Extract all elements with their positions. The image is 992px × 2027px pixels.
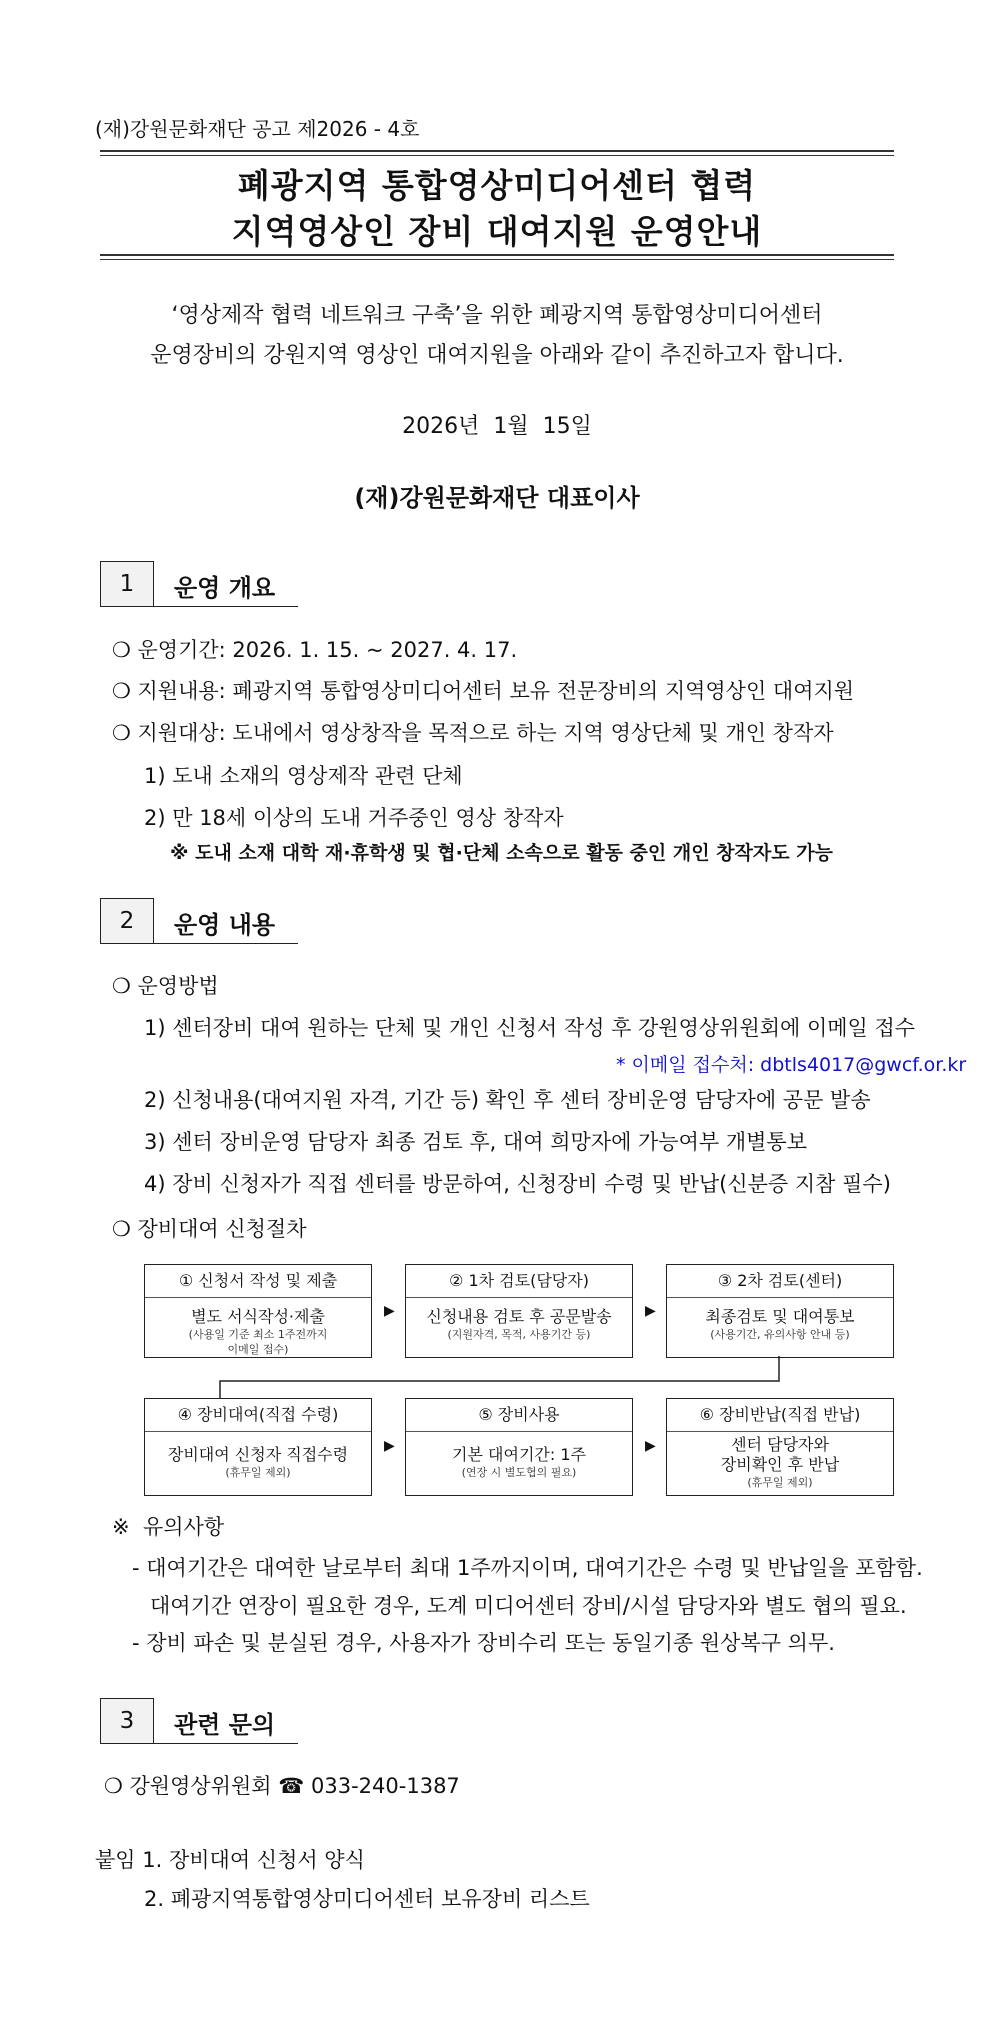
flow-step-5 [405,1398,633,1496]
method-3: 3) 센터 장비운영 담당자 최종 검토 후, 대여 희망자에 가능여부 개별통보 [144,1130,807,1154]
section3-title: 관련 문의 [174,1711,276,1739]
contact-item [104,1770,460,1800]
content-text: 지원내용: 폐광지역 통합영상미디어센터 보유 전문장비의 지역영상인 대여지원 [137,679,855,703]
flow-step-5-note: (연장 시 별도협의 필요) [461,1466,577,1479]
flow-step-3-note: (사용기간, 유의사항 안내 등) [710,1328,850,1341]
signature: (재)강원문화재단 대표이사 [354,484,640,512]
flow-step-4-note: (휴무일 제외) [225,1466,291,1479]
flow-step-5-main: 기본 대여기간: 1주 [452,1445,586,1464]
method-4: 4) 장비 신청자가 직접 센터를 방문하여, 신청장비 수령 및 반납(신분증 지참 필수) [144,1172,891,1196]
bullet-circle-icon: ❍ [112,1217,131,1241]
flow-step-4 [144,1398,372,1496]
procedure-label: 장비대여 신청절차 [137,1217,307,1241]
contact-text: 강원영상위원회 ☎ 033-240-1387 [129,1774,460,1798]
arrow-right-icon: ▶ [645,1303,656,1319]
target-text: 지원대상: 도내에서 영상창작을 목적으로 하는 지역 영상단체 및 개인 창작자 [137,721,834,745]
method-label: 운영방법 [137,974,219,998]
flow-step-3-main: 최종검토 및 대여통보 [705,1307,855,1326]
flow-step-5-head: ⑤ 장비사용 [406,1399,632,1432]
flow-step-1-note: (사용일 기준 최소 1주전까지 [188,1328,328,1341]
target-sub-1: 1) 도내 소재의 영상제작 관련 단체 [144,764,463,788]
flow-step-6-note: (휴무일 제외) [747,1476,813,1489]
section2-number: 2 [100,898,154,944]
flow-step-4-head: ④ 장비대여(직접 수령) [145,1399,371,1432]
flow-step-6-main2: 장비확인 후 반납 [720,1455,840,1474]
target-sub-2: 2) 만 18세 이상의 도내 거주중인 영상 창작자 [144,806,564,830]
method-2: 2) 신청내용(대여지원 자격, 기간 등) 확인 후 센터 장비운영 담당자에 공문 발송 [144,1088,871,1112]
target-note: ※ 도내 소재 대학 재·휴학생 및 협·단체 소속으로 활동 중인 개인 창작자도 가능 [170,842,833,864]
arrow-right-icon: ▶ [384,1303,395,1319]
flow-step-6-main: 센터 담당자와 [731,1435,829,1454]
flow-step-6 [666,1398,894,1496]
flow-step-1-note2: 이메일 접수) [227,1343,289,1356]
bullet-circle-icon: ❍ [104,1774,123,1798]
arrow-right-icon: ▶ [384,1438,395,1454]
intro-line1: ‘영상제작 협력 네트워크 구축’을 위한 폐광지역 통합영상미디어센터 [171,303,823,328]
attachment-1: 붙임 1. 장비대여 신청서 양식 [95,1848,365,1872]
notice-number: (재)강원문화재단 공고 제2026 - 4호 [95,117,420,141]
bullet-circle-icon: ❍ [112,679,131,703]
flow-step-1-head: ① 신청서 작성 및 제출 [145,1265,371,1298]
flow-step-2-note: (지원자격, 목적, 사용기간 등) [447,1328,591,1341]
caution-1: - 대여기간은 대여한 날로부터 최대 1주까지이며, 대여기간은 수령 및 반납일을 포함함. [132,1556,923,1580]
caution-2: - 장비 파손 및 분실된 경우, 사용자가 장비수리 또는 동일기종 원상복구 의무. [132,1631,835,1655]
flow-step-4-main: 장비대여 신청자 직접수령 [167,1445,349,1464]
caution-1b: 대여기간 연장이 필요한 경우, 도계 미디어센터 장비/시설 담당자와 별도 협의 필요. [150,1594,907,1618]
method-1: 1) 센터장비 대여 원하는 단체 및 개인 신청서 작성 후 강원영상위원회에 이메일 접수 [144,1016,916,1040]
flow-step-6-head: ⑥ 장비반납(직접 반납) [667,1399,893,1432]
flow-step-2-head: ② 1차 검토(담당자) [406,1265,632,1298]
section3-underline [153,1743,298,1744]
period-text: 운영기간: 2026. 1. 15. ~ 2027. 4. 17. [137,638,518,662]
caution-label: ※ 유의사항 [112,1515,225,1539]
bullet-circle-icon: ❍ [112,721,131,745]
intro-line2: 운영장비의 강원지역 영상인 대여지원을 아래와 같이 추진하고자 합니다. [150,343,844,368]
arrow-right-icon: ▶ [645,1438,656,1454]
page-title-line1: 폐광지역 통합영상미디어센터 협력 [237,166,757,205]
flow-step-3-head: ③ 2차 검토(센터) [667,1265,893,1298]
section1-number: 1 [100,561,154,607]
notice-date: 2026년 1월 15일 [402,414,592,439]
attachment-2: 2. 폐광지역통합영상미디어센터 보유장비 리스트 [144,1887,590,1911]
flow-step-1-main: 별도 서식작성·제출 [191,1307,325,1326]
email-contact: * 이메일 접수처: dbtls4017@gwcf.or.kr [616,1054,967,1076]
page-title-line2: 지역영상인 장비 대여지원 운영안내 [231,212,763,251]
section2-title: 운영 내용 [174,911,276,939]
bullet-circle-icon: ❍ [112,974,131,998]
section3-number: 3 [100,1698,154,1744]
flow-step-2-main: 신청내용 검토 후 공문발송 [426,1307,612,1326]
section1-title: 운영 개요 [174,574,276,602]
bullet-circle-icon: ❍ [112,638,131,662]
